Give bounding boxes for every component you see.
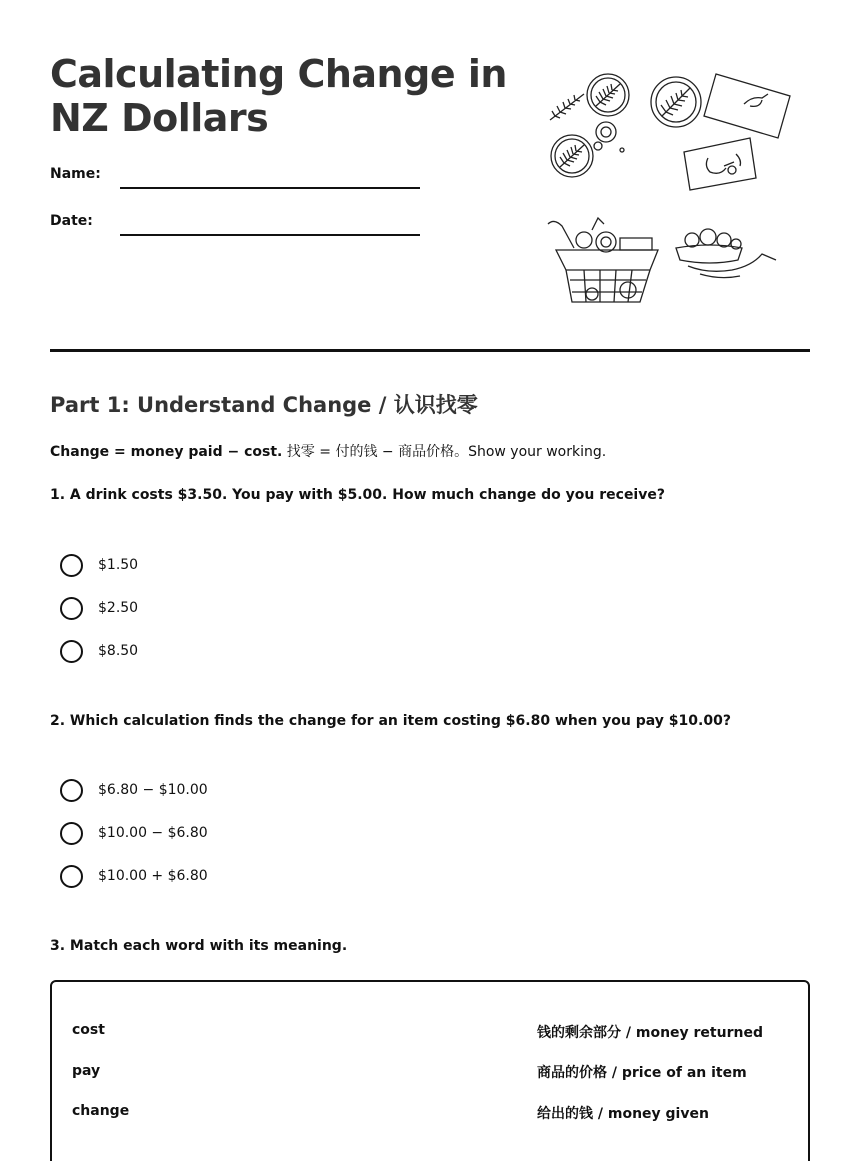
fern-coin-icon	[587, 74, 629, 116]
option-label: $6.80 − $10.00	[98, 782, 208, 798]
money-illustration-icon	[540, 62, 800, 312]
intro-formula: Change = money paid − cost.	[50, 444, 283, 460]
section-divider	[50, 349, 810, 352]
question-2: 2. Which calculation finds the change for an item costing $6.80 when you pay $10.00?	[50, 713, 731, 729]
q2-option-2[interactable]	[60, 821, 208, 845]
match-meaning-3[interactable]: 给出的钱 / money given	[537, 1106, 709, 1122]
date-label: Date:	[50, 213, 93, 229]
matching-box	[50, 980, 810, 1161]
q2-option-1[interactable]	[60, 778, 208, 802]
banknote-icon	[704, 74, 790, 138]
radio-button[interactable]	[60, 779, 83, 802]
radio-button[interactable]	[60, 554, 83, 577]
worksheet-title	[50, 52, 510, 140]
q1-option-3[interactable]	[60, 639, 138, 663]
option-label: $2.50	[98, 600, 139, 616]
match-meaning-1[interactable]: 钱的剩余部分 / money returned	[537, 1025, 763, 1041]
shopping-basket-icon	[548, 218, 658, 302]
radio-button[interactable]	[60, 597, 83, 620]
fern-coin-icon	[551, 135, 593, 177]
intro-instruction: 找零 = 付的钱 − 商品价格。Show your working.	[282, 444, 607, 460]
date-field[interactable]	[120, 234, 420, 236]
option-label: $1.50	[98, 557, 139, 573]
name-label: Name:	[50, 166, 101, 182]
banknote-icon	[684, 138, 756, 190]
radio-button[interactable]	[60, 822, 83, 845]
name-field[interactable]	[120, 187, 420, 189]
title-line-2: NZ Dollars	[50, 96, 269, 140]
q1-option-1[interactable]	[60, 553, 138, 577]
fern-coin-icon	[651, 77, 701, 127]
title-line-1: Calculating Change in	[50, 52, 507, 96]
question-1: 1. A drink costs $3.50. You pay with $5.00. How much change do you receive?	[50, 487, 665, 503]
q2-option-3[interactable]	[60, 864, 208, 888]
match-word-change[interactable]: change	[72, 1103, 130, 1119]
radio-button[interactable]	[60, 865, 83, 888]
fern-leaf-icon	[550, 94, 584, 120]
q1-option-2[interactable]	[60, 596, 138, 620]
part1-title: Part 1: Understand Change / 认识找零	[50, 393, 478, 417]
match-word-pay[interactable]: pay	[72, 1063, 101, 1079]
hand-with-coins-icon	[676, 229, 776, 278]
option-label: $8.50	[98, 643, 139, 659]
match-meaning-2[interactable]: 商品的价格 / price of an item	[537, 1065, 747, 1081]
part1-intro	[50, 441, 606, 461]
question-3: 3. Match each word with its meaning.	[50, 938, 348, 954]
option-label: $10.00 + $6.80	[98, 868, 208, 884]
match-word-cost[interactable]: cost	[72, 1022, 105, 1038]
option-label: $10.00 − $6.80	[98, 825, 208, 841]
radio-button[interactable]	[60, 640, 83, 663]
